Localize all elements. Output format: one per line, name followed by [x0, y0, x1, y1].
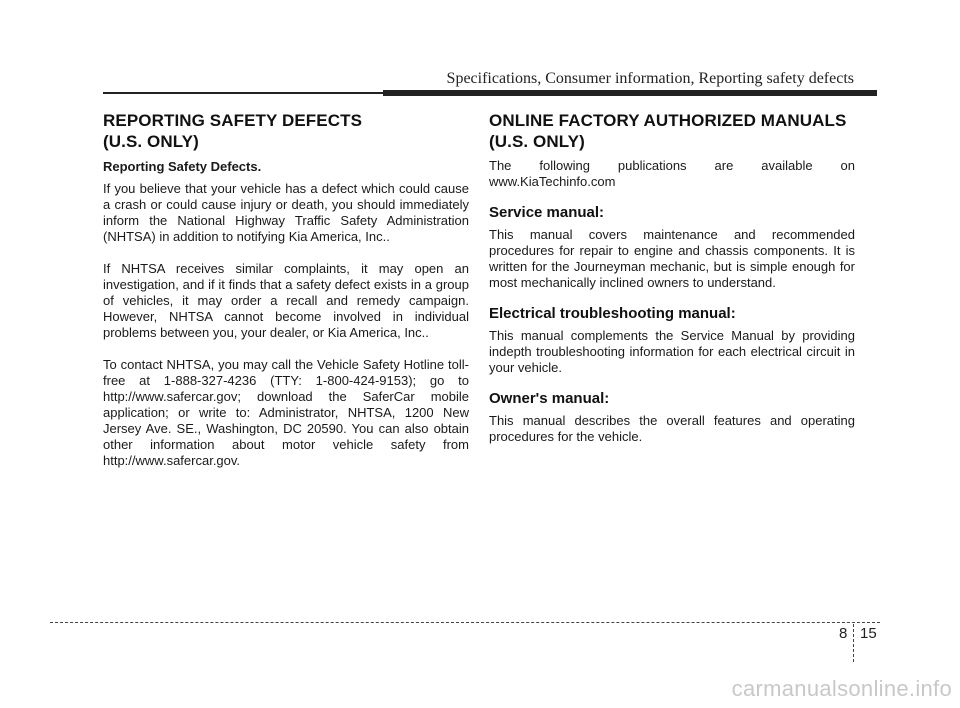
heading-line-1: REPORTING SAFETY DEFECTS [103, 111, 363, 130]
header-title: Specifications, Consumer information, Reporting safety defects [446, 70, 854, 87]
service-manual-heading: Service manual: [489, 204, 605, 221]
reporting-safety-defects-heading [103, 110, 469, 152]
left-column [103, 110, 469, 485]
online-manuals-heading [489, 110, 855, 152]
paragraph-2: If NHTSA receives similar complaints, it may open an investigation, and if it finds that a safety defect exists in a group of vehicles, it may order a recall and remedy campaign. However, NHTSA cannot become involved in individual problems between you, your dealer, or Kia America, Inc.. [103, 261, 469, 340]
right-column [489, 110, 855, 445]
owners-manual-text: This manual describes the overall features and operating procedures for the vehicle. [489, 413, 855, 444]
page-number: 15 [860, 625, 877, 642]
electrical-manual-heading: Electrical troubleshooting manual: [489, 305, 736, 322]
service-manual-text: This manual covers maintenance and recommended procedures for repair to engine and chassis components. It is written for the Journeyman mechanic, but is simple enough for most mechanically inclined owners to understand. [489, 227, 855, 290]
chapter-number: 8 [839, 625, 848, 642]
header-rule-bold [383, 90, 877, 96]
heading-line-2: (U.S. ONLY) [489, 132, 585, 151]
electrical-manual-text: This manual complements the Service Manual by providing indepth troubleshooting information for each electrical circuit in your vehicle. [489, 328, 855, 375]
owners-manual-heading: Owner's manual: [489, 390, 610, 407]
footer-rule [50, 622, 880, 623]
watermark: carmanualsonline.info [731, 676, 952, 701]
paragraph-3: To contact NHTSA, you may call the Vehicle Safety Hotline toll-free at 1-888-327-4236 (TTY: 1-800-424-9153); go to http://www.safercar.gov; download the SaferCar mobile application; or write to: Administrator, NHTSA, 1200 New Jersey Ave. SE., Washington, DC 20590. You can also obtain other information about motor vehicle safety from http://www.safercar.gov. [103, 357, 469, 468]
lead-text: Reporting Safety Defects. [103, 159, 262, 174]
page-number-divider [853, 624, 854, 662]
intro-text: The following publications are available on www.KiaTechinfo.com [489, 158, 855, 189]
paragraph-1: If you believe that your vehicle has a defect which could cause a crash or could cause injury or death, you should immediately inform the National Highway Traffic Safety Administration (NHTSA) in addition to notifying Kia America, Inc.. [103, 181, 469, 244]
heading-line-1: ONLINE FACTORY AUTHORIZED MANUALS [489, 111, 847, 130]
heading-line-2: (U.S. ONLY) [103, 132, 199, 151]
